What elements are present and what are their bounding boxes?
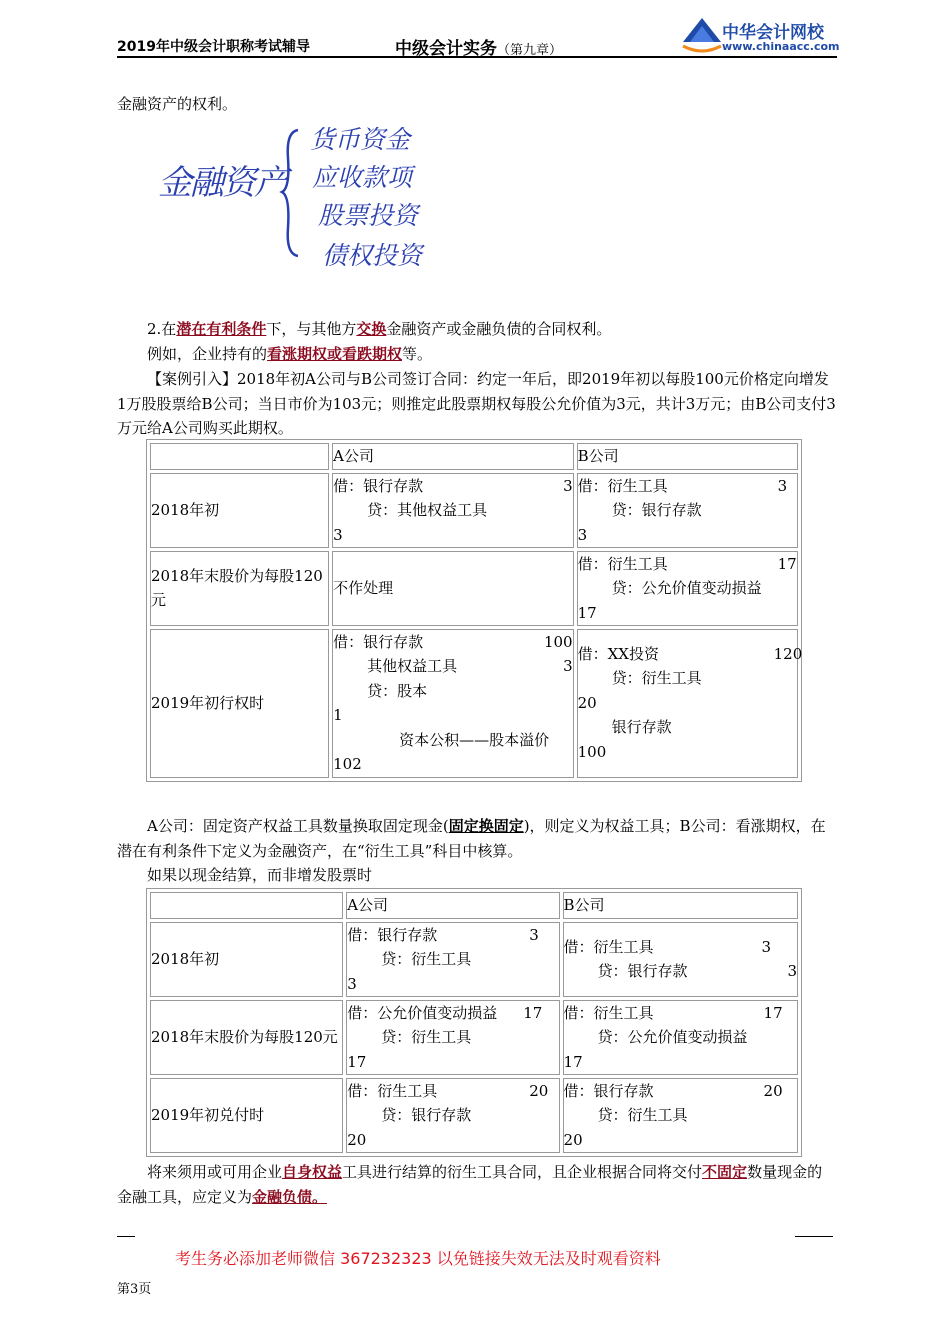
amount: 120 xyxy=(773,645,803,663)
text: 工具进行结算的衍生工具合同，且企业根据合同将交付 xyxy=(342,1163,703,1181)
amount: 20 xyxy=(763,1081,783,1100)
paragraph-conclusion xyxy=(117,1160,837,1209)
row-label: 2019年初行权时 xyxy=(150,629,329,778)
text: 金融资产或金融负债的合同权利。 xyxy=(386,320,612,338)
amount: 3 xyxy=(777,476,788,495)
table-equity-settlement xyxy=(146,439,802,782)
entry: 贷：其他权益工具 xyxy=(367,500,488,519)
amount: 20 xyxy=(529,1081,549,1100)
handwritten-item-1: 货币资金 xyxy=(310,125,411,154)
entry: 借：衍生工具 xyxy=(563,1003,654,1022)
cell-b xyxy=(563,1000,798,1075)
cell-b xyxy=(563,1078,798,1153)
table-header-a: A公司 xyxy=(346,892,559,919)
row-label: 2018年末股价为每股120元 xyxy=(150,551,329,626)
table-cash-settlement xyxy=(146,888,802,1157)
cell-b xyxy=(577,551,798,626)
entry: 贷：衍生工具 xyxy=(381,949,472,968)
highlight-financial-liability: 金融负债。 xyxy=(252,1187,328,1206)
entry: 银行存款 xyxy=(611,718,672,736)
row-label: 2019年初兑付时 xyxy=(150,1078,343,1153)
table-header-empty xyxy=(150,443,329,470)
cell-a xyxy=(332,629,574,778)
entry: 资本公积——股本溢价 xyxy=(399,730,550,749)
highlight-fixed-for-fixed: 固定换固定 xyxy=(448,817,524,835)
footer-rule-left xyxy=(117,1236,135,1237)
header-chapter: （第九章） xyxy=(497,43,563,58)
amount: 1 xyxy=(333,705,343,724)
amount: 3 xyxy=(563,476,573,495)
highlight-options: 看涨期权或看跌期权 xyxy=(267,345,403,363)
entry: 贷：公允价值变动损益 xyxy=(597,1027,748,1046)
table-header-b: B公司 xyxy=(563,892,798,919)
header-divider xyxy=(117,56,837,58)
amount: 3 xyxy=(787,961,797,980)
cell-b xyxy=(577,629,803,778)
text: 下，与其他方 xyxy=(266,320,357,338)
text: 等。 xyxy=(402,345,433,363)
logo-url: www.chinaacc.com xyxy=(722,40,840,53)
entry: 贷：衍生工具 xyxy=(597,1105,688,1124)
paragraph-cash-settlement: 如果以现金结算，而非增发股票时 xyxy=(147,866,373,884)
row-label: 2018年初 xyxy=(150,922,343,997)
entry: 贷：银行存款 xyxy=(597,961,688,980)
highlight-own-equity: 自身权益 xyxy=(282,1163,343,1181)
text: A公司：固定资产权益工具数量换取固定现金( xyxy=(147,817,449,835)
entry: 贷：银行存款 xyxy=(381,1105,472,1124)
entry: 贷：衍生工具 xyxy=(381,1027,472,1046)
paragraph-point-2 xyxy=(117,317,837,342)
text: 将来须用或可用企业 xyxy=(147,1163,283,1181)
entry: 借：衍生工具 xyxy=(563,937,654,956)
amount: 17 xyxy=(523,1003,543,1022)
intro-line: 金融资产的权利。 xyxy=(117,95,238,113)
amount: 3 xyxy=(761,937,772,956)
table-header-empty xyxy=(150,892,343,919)
handwritten-left: 金融资产 xyxy=(158,163,286,203)
table-header-a: A公司 xyxy=(332,443,574,470)
entry: 其他权益工具 xyxy=(367,656,458,675)
entry: 贷：银行存款 xyxy=(611,500,702,519)
cell-a xyxy=(332,473,574,548)
amount: 3 xyxy=(333,525,343,544)
amount: 3 xyxy=(563,656,573,675)
header-subject-name: 中级会计实务 xyxy=(395,39,497,59)
amount: 17 xyxy=(347,1052,367,1071)
entry: 贷：股本 xyxy=(367,681,428,700)
entry: 贷：公允价值变动损益 xyxy=(611,578,762,597)
entry: 借：衍生工具 xyxy=(577,554,668,573)
cell-b xyxy=(577,473,798,548)
amount: 3 xyxy=(529,925,539,944)
handwritten-note xyxy=(150,120,450,280)
cell-a xyxy=(346,1000,559,1075)
entry: 借：XX投资 xyxy=(577,645,659,663)
paragraph-case: 【案例引入】2018年初A公司与B公司签订合同：约定一年后，即2019年初以每股100元价格定向增发1万股股票给B公司；当日市价为103元；则推定此股票期权每股公允价值为3元，共计3万元；由B公司支付3万元给A公司购买此期权。 xyxy=(117,370,836,437)
entry: 借：银行存款 xyxy=(563,1081,654,1100)
entry: 借：银行存款 xyxy=(333,476,424,495)
curly-brace-icon xyxy=(278,128,302,258)
table-header-b: B公司 xyxy=(577,443,798,470)
cell-a xyxy=(346,922,559,997)
cell-a: 不作处理 xyxy=(332,551,574,626)
amount: 17 xyxy=(763,1003,783,1022)
amount: 17 xyxy=(777,554,797,573)
footer-wechat-notice: 考生务必添加老师微信 367232323 以免链接失效无法及时观看资料 xyxy=(175,1249,661,1268)
highlight-potential-favorable: 潜在有利条件 xyxy=(176,320,267,338)
handwritten-item-3: 股票投资 xyxy=(318,201,419,230)
entry: 贷：衍生工具 xyxy=(611,669,702,687)
amount: 100 xyxy=(577,743,607,761)
paragraph-example xyxy=(117,342,837,367)
row-label: 2018年初 xyxy=(150,473,329,548)
amount: 20 xyxy=(347,1130,367,1149)
text: 2.在 xyxy=(147,320,177,338)
page-number: 第3页 xyxy=(117,1282,152,1297)
entry: 借：衍生工具 xyxy=(347,1081,438,1100)
cell-a xyxy=(346,1078,559,1153)
amount: 3 xyxy=(347,974,357,993)
footer-rule-right xyxy=(795,1236,833,1237)
highlight-exchange: 交换 xyxy=(356,320,387,338)
entry: 借：公允价值变动损益 xyxy=(347,1003,498,1022)
amount: 20 xyxy=(577,694,597,712)
amount: 102 xyxy=(333,754,362,773)
amount: 3 xyxy=(577,525,588,544)
highlight-variable: 不固定 xyxy=(702,1163,748,1181)
entry: 借：银行存款 xyxy=(347,925,438,944)
handwritten-item-4: 债权投资 xyxy=(322,241,423,270)
amount: 20 xyxy=(563,1130,583,1149)
handwritten-item-2: 应收款项 xyxy=(312,163,413,192)
logo-icon xyxy=(681,16,723,56)
text: )，则定义为权益工具；B公司：看涨期权，在潜在有利条件下定义为金融资产，在“衍生工具”科目中核算。 xyxy=(117,817,826,860)
paragraph-explanation xyxy=(117,814,837,863)
row-label: 2018年末股价为每股120元 xyxy=(150,1000,343,1075)
amount: 17 xyxy=(577,603,597,622)
amount: 17 xyxy=(563,1052,583,1071)
text: 例如，企业持有的 xyxy=(147,345,268,363)
entry: 借：银行存款 xyxy=(333,632,424,651)
header-course-title: 2019年中级会计职称考试辅导 xyxy=(117,39,310,55)
amount: 100 xyxy=(543,632,573,651)
logo-name: 中华会计网校 xyxy=(722,23,824,43)
cell-b xyxy=(563,922,798,997)
text: 数量现金的金融工具，应定义为 xyxy=(117,1163,823,1206)
entry: 借：衍生工具 xyxy=(577,476,668,495)
